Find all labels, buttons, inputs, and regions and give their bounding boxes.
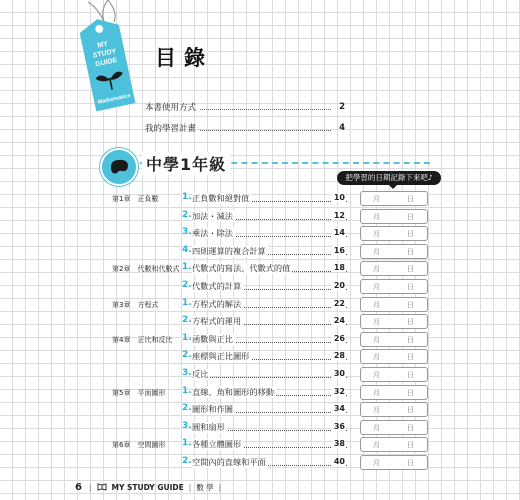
chapter-label: 第6章 空間圖形 bbox=[112, 441, 166, 450]
lesson-title: 四則運算的複合計算 bbox=[192, 245, 266, 256]
tag-line3: GUIDE bbox=[94, 56, 119, 69]
toc-intro-label: 我的學習計畫 bbox=[145, 124, 197, 134]
lesson-title: 乘法・除法 bbox=[192, 228, 233, 239]
day-label: 日 bbox=[407, 300, 414, 309]
month-label: 月 bbox=[373, 335, 380, 344]
month-label: 月 bbox=[373, 283, 380, 291]
lesson-page: 22 bbox=[333, 298, 345, 308]
book-icon bbox=[97, 483, 107, 493]
chapter-label: 第1章 正負數 bbox=[112, 195, 159, 203]
lesson-number: 2. bbox=[182, 350, 192, 361]
lesson-title: 各種立體圖形 bbox=[192, 439, 242, 450]
study-date-box[interactable] bbox=[360, 332, 428, 347]
lesson-title: 加法・減法 bbox=[192, 210, 233, 221]
toc-row[interactable] bbox=[100, 297, 445, 313]
lesson-title: 圖形和作圖 bbox=[192, 404, 233, 415]
study-date-box[interactable] bbox=[360, 420, 428, 435]
lesson-number: 2. bbox=[182, 456, 192, 466]
lesson-title: 方程式的運用 bbox=[192, 316, 242, 327]
lesson-title: 直線、角和圖形的移動 bbox=[192, 386, 274, 397]
day-label: 日 bbox=[407, 441, 414, 450]
toc-intro-page: 2 bbox=[339, 102, 345, 112]
lesson-title: 方程式的解法 bbox=[192, 298, 242, 309]
month-label: 月 bbox=[373, 459, 380, 467]
chapter-label: 第4章 正比和反比 bbox=[112, 335, 173, 344]
leader-dots bbox=[192, 377, 347, 378]
lesson-page: 24 bbox=[333, 316, 345, 326]
study-guide-tag bbox=[70, 0, 146, 120]
toc-row[interactable] bbox=[100, 279, 445, 295]
month-label: 月 bbox=[373, 265, 380, 274]
lesson-page: 18 bbox=[333, 263, 345, 273]
lesson-page: 34 bbox=[333, 404, 345, 414]
month-label: 月 bbox=[373, 406, 380, 415]
tag-line2: STUDY bbox=[92, 47, 117, 60]
chapter-label: 第2章 代數和代數式 bbox=[112, 265, 180, 274]
day-label: 日 bbox=[407, 371, 414, 379]
toc-row[interactable] bbox=[100, 261, 445, 277]
toc-row[interactable] bbox=[100, 420, 445, 436]
month-label: 月 bbox=[373, 388, 380, 397]
lesson-number: 1. bbox=[182, 297, 192, 308]
lesson-page: 32 bbox=[333, 386, 345, 396]
month-label: 月 bbox=[373, 371, 380, 379]
study-date-box[interactable] bbox=[360, 191, 428, 206]
toc-row[interactable] bbox=[100, 437, 445, 453]
toc-intro-item[interactable] bbox=[145, 100, 345, 114]
separator: | bbox=[188, 483, 192, 492]
lesson-number: 2. bbox=[182, 280, 192, 290]
separator: | bbox=[218, 483, 222, 492]
day-label: 日 bbox=[407, 353, 414, 362]
toc-row[interactable] bbox=[100, 191, 445, 207]
page-footer bbox=[75, 482, 221, 493]
lesson-page: 20 bbox=[333, 281, 345, 290]
study-date-box[interactable] bbox=[360, 279, 428, 294]
study-date-box[interactable] bbox=[360, 209, 428, 224]
lesson-number: 3. bbox=[182, 227, 192, 238]
toc-row[interactable] bbox=[100, 209, 445, 225]
lesson-page: 16 bbox=[333, 245, 345, 255]
study-date-box[interactable] bbox=[360, 226, 428, 241]
month-label: 月 bbox=[373, 423, 380, 432]
lesson-number: 1. bbox=[182, 385, 192, 396]
tag-line1: MY bbox=[96, 40, 109, 50]
separator: | bbox=[88, 483, 92, 492]
day-label: 日 bbox=[407, 212, 414, 221]
month-label: 月 bbox=[373, 441, 380, 450]
month-label: 月 bbox=[373, 318, 380, 327]
study-date-box[interactable] bbox=[360, 385, 428, 400]
lesson-title: 正負數和絕對值 bbox=[192, 193, 250, 203]
section-title: 中學1年級 bbox=[142, 152, 230, 175]
lesson-title: 函數與正比 bbox=[192, 333, 233, 344]
day-label: 日 bbox=[407, 318, 414, 327]
tag-subject: Mathematics bbox=[97, 92, 132, 106]
day-label: 日 bbox=[407, 195, 414, 203]
study-date-box[interactable] bbox=[360, 455, 428, 470]
lesson-page: 14 bbox=[333, 228, 345, 238]
study-date-box[interactable] bbox=[360, 261, 428, 276]
footer-subject: 數 學 bbox=[196, 483, 214, 492]
day-label: 日 bbox=[407, 247, 414, 256]
chapter-label: 第3章 方程式 bbox=[112, 300, 159, 309]
lesson-number: 2. bbox=[182, 209, 192, 220]
lesson-number: 1. bbox=[182, 192, 192, 202]
lesson-page: 36 bbox=[333, 421, 345, 431]
study-date-box[interactable] bbox=[360, 297, 428, 312]
page-number: 6 bbox=[75, 482, 82, 493]
lesson-title: 代數式的寫法、代數式的值 bbox=[192, 263, 291, 274]
lesson-title: 圓和扇形 bbox=[192, 421, 225, 432]
study-date-box[interactable] bbox=[360, 437, 428, 452]
toc-row[interactable] bbox=[100, 455, 445, 471]
lesson-number: 2. bbox=[182, 403, 192, 414]
study-date-box[interactable] bbox=[360, 244, 428, 259]
day-label: 日 bbox=[407, 283, 414, 291]
lesson-page: 28 bbox=[333, 351, 345, 361]
leader-dots bbox=[200, 109, 331, 110]
lesson-number: 2. bbox=[182, 315, 192, 326]
date-record-callout: 把學習的日期記錄下來吧♪ bbox=[337, 171, 441, 185]
day-label: 日 bbox=[407, 459, 414, 467]
lesson-number: 1. bbox=[182, 332, 192, 343]
toc-row[interactable] bbox=[100, 402, 445, 418]
lesson-number: 3. bbox=[182, 420, 192, 431]
lesson-title: 反比 bbox=[192, 369, 209, 379]
page-title: 目錄 bbox=[155, 46, 213, 70]
bean-icon bbox=[102, 150, 136, 184]
month-label: 月 bbox=[373, 300, 380, 309]
lesson-page: 38 bbox=[333, 439, 345, 449]
toc-row[interactable] bbox=[100, 314, 445, 330]
toc-row[interactable] bbox=[100, 385, 445, 401]
toc-row[interactable] bbox=[100, 367, 445, 383]
month-label: 月 bbox=[373, 212, 380, 221]
month-label: 月 bbox=[373, 195, 380, 203]
lesson-title: 空間內的直線和平面 bbox=[192, 457, 266, 467]
lesson-page: 30 bbox=[333, 369, 345, 378]
day-label: 日 bbox=[407, 423, 414, 432]
lesson-title: 代數式的計算 bbox=[192, 281, 242, 291]
toc-row[interactable] bbox=[100, 244, 445, 260]
study-date-box[interactable] bbox=[360, 314, 428, 329]
day-label: 日 bbox=[407, 388, 414, 397]
lesson-page: 12 bbox=[333, 210, 345, 220]
leader-dots bbox=[200, 130, 331, 131]
lesson-number: 4. bbox=[182, 244, 192, 255]
lesson-number: 1. bbox=[182, 438, 192, 449]
study-date-box[interactable] bbox=[360, 349, 428, 364]
toc-intro-label: 本書使用方式 bbox=[145, 103, 197, 113]
month-label: 月 bbox=[373, 353, 380, 362]
toc-row[interactable] bbox=[100, 226, 445, 242]
study-date-box[interactable] bbox=[360, 402, 428, 417]
tag-icon bbox=[70, 0, 146, 120]
toc-intro-page: 4 bbox=[339, 123, 345, 133]
toc-row[interactable] bbox=[100, 332, 445, 348]
lesson-number: 1. bbox=[182, 262, 192, 273]
day-label: 日 bbox=[407, 335, 414, 344]
toc-intro-item[interactable] bbox=[145, 121, 345, 135]
lesson-page: 40 bbox=[333, 457, 345, 466]
lesson-title: 座標與正比圖形 bbox=[192, 351, 250, 362]
chapter-label: 第5章 平面圖形 bbox=[112, 388, 166, 397]
bean-badge bbox=[100, 148, 138, 186]
footer-brand: MY STUDY GUIDE bbox=[111, 483, 184, 492]
lesson-page: 26 bbox=[333, 333, 345, 343]
study-date-box[interactable] bbox=[360, 367, 428, 382]
month-label: 月 bbox=[373, 247, 380, 256]
day-label: 日 bbox=[407, 265, 414, 274]
day-label: 日 bbox=[407, 406, 414, 415]
lesson-number: 3. bbox=[182, 368, 192, 378]
toc-row[interactable] bbox=[100, 349, 445, 365]
lesson-page: 10 bbox=[333, 193, 345, 202]
day-label: 日 bbox=[407, 230, 414, 239]
month-label: 月 bbox=[373, 230, 380, 239]
